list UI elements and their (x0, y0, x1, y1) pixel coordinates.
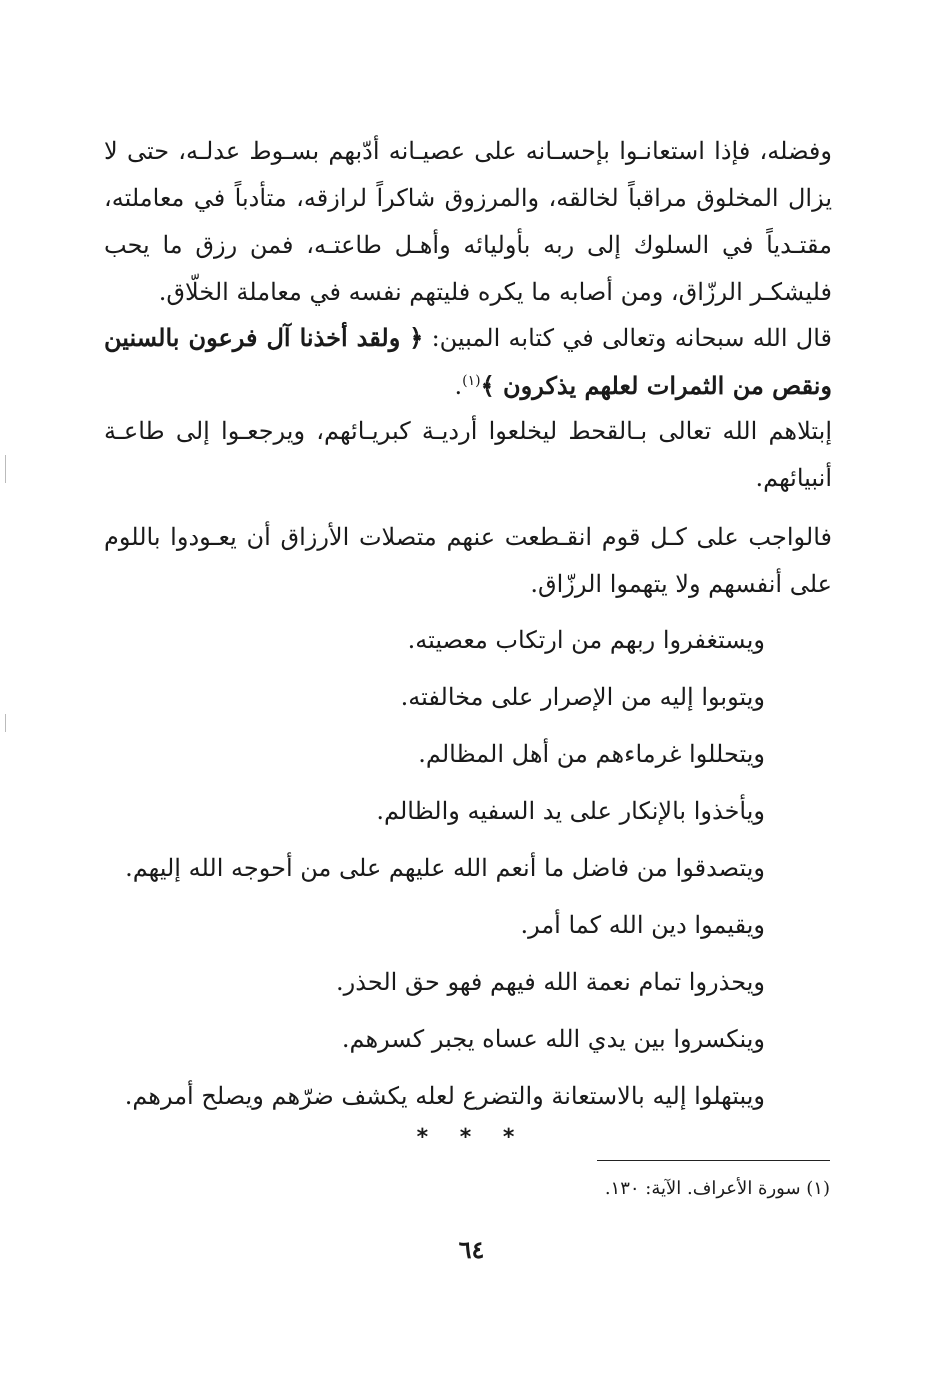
paragraph-text: فالواجب على كـل قوم انقـطعت عنهم متصلات الأرزاق أن يعـودوا باللوم على أنفسهم ولا يتهموا الرزّاق. (104, 523, 832, 598)
list-item: ويتوبوا إليه من الإصرار على مخالفته. (400, 683, 765, 711)
list-item: ويبتهلوا إليه بالاستعانة والتضرع لعله يكشف ضرّهم ويصلح أمرهم. (124, 1082, 765, 1110)
footnote: (١) سورة الأعراف. الآية: ١٣٠. (604, 1178, 830, 1199)
footnote-reference: (١) (462, 373, 481, 389)
paragraph-obligation (104, 514, 832, 608)
margin-mark (5, 714, 6, 732)
paragraph-explanation (104, 408, 832, 502)
paragraph-end: . (454, 372, 463, 400)
section-separator: * * * (416, 1125, 527, 1150)
paragraph-continuation (104, 128, 832, 316)
list-item: ويتصدقوا من فاضل ما أنعم الله عليهم على من أحوجه الله إليهم. (125, 854, 765, 882)
paragraph-text: وفضله، فإذا استعانـوا بإحسـانه على عصيـانه أدّبهم بسـوط عدلـه، حتى لا يزال المخلوق مراقباً لخالقه، والمرزوق شاكراً لرازقه، متأدباً في معاملته، مقتـدياً في السلوك إلى ربه بأوليائه وأهـل طاعتـه، فمن رزق ما يحب فليشكـر الرزّاق، ومن أصابه ما يكره فليتهم نفسه في معاملة الخلّاق. (104, 137, 832, 306)
paragraph-text: إبتلاهم الله تعالى بـالقحط ليخلعوا أرديـة كبريـائهم، ويرجعـوا إلى طاعـة أنبيائهم. (104, 417, 832, 492)
paragraph-intro: قال الله سبحانه وتعالى في كتابه المبين: (423, 324, 832, 352)
margin-mark (5, 455, 6, 483)
duties-list (104, 612, 765, 1125)
list-item: ويحذروا تمام نعمة الله فيهم فهو حق الحذر. (336, 968, 765, 996)
list-item: ويتحللوا غرماءهم من أهل المظالم. (418, 740, 765, 768)
page-number: ٦٤ (458, 1235, 485, 1264)
list-item: وينكسروا بين يدي الله عساه يجبر كسرهم. (341, 1025, 765, 1053)
paragraph-quran-citation (104, 314, 832, 410)
list-item: ويستغفروا ربهم من ارتكاب معصيته. (407, 626, 765, 654)
list-item: ويقيموا دين الله كما أمر. (520, 911, 765, 939)
footnote-divider (597, 1160, 830, 1161)
quran-verse: ﴿ ولقد أخذنا آل فرعون بالسنين ونقص من الثمرات لعلهم يذكرون ﴾ (104, 323, 832, 400)
list-item: ويأخذوا بالإنكار على يد السفيه والظالم. (376, 797, 765, 825)
